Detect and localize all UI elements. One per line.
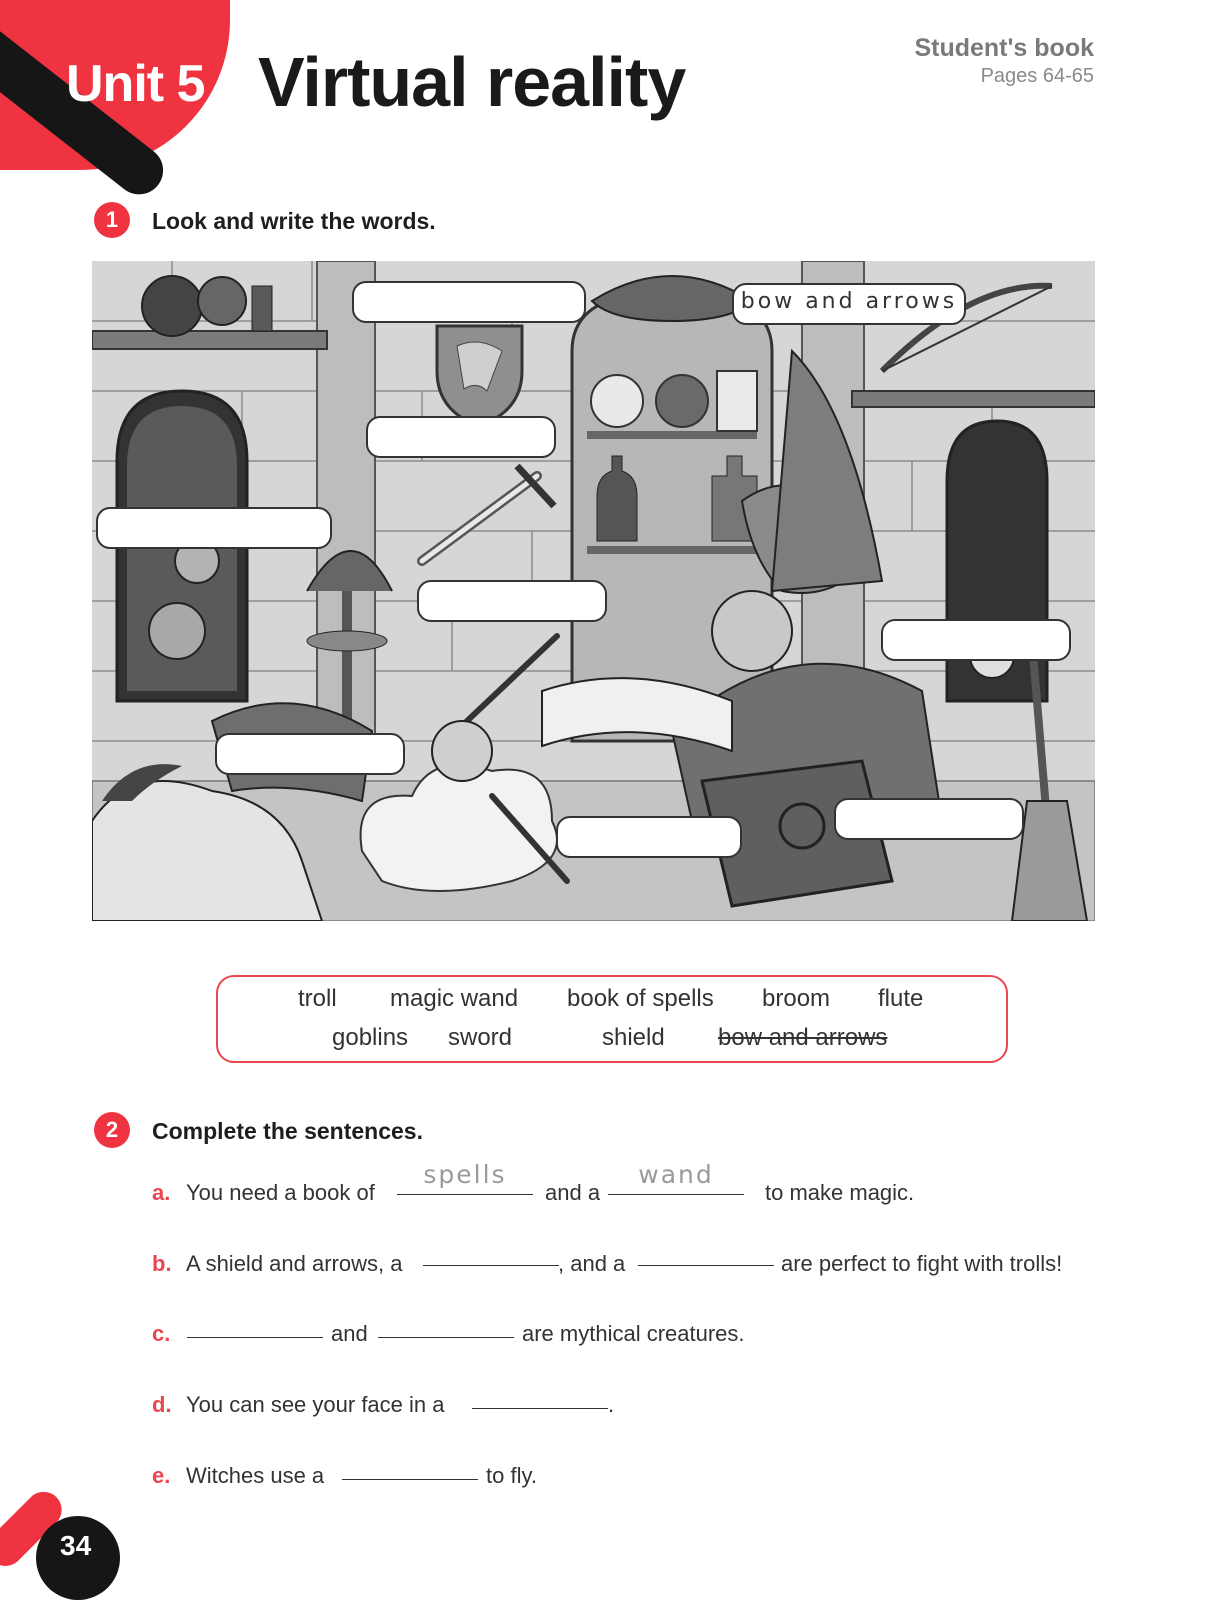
sentence-c-text: and	[331, 1321, 368, 1346]
page-number: 34	[60, 1530, 92, 1561]
page-title: Virtual reality	[258, 43, 686, 121]
label-bubble-sword[interactable]	[366, 416, 556, 458]
label-bubble-magic-wand[interactable]	[417, 580, 607, 622]
label-bubble-broom[interactable]	[881, 619, 1071, 661]
label-bubble-shield[interactable]	[352, 281, 586, 323]
book-label: Student's book	[914, 34, 1094, 62]
label-bubble-bow-and-arrows[interactable]	[732, 283, 966, 325]
word-sword: sword	[448, 1024, 513, 1051]
word-bow-and-arrows-used: bow and arrows	[718, 1024, 888, 1051]
label-bubble-troll[interactable]	[215, 733, 405, 775]
label-bubble-goblins[interactable]	[96, 507, 332, 549]
sentence-c-letter: c.	[152, 1321, 171, 1346]
example-answer: bow and arrows	[740, 289, 958, 314]
word-magic-wand: magic wand	[390, 985, 519, 1012]
sentence-b-blank-2[interactable]	[638, 1265, 774, 1266]
exercise-1-number: 1	[94, 202, 130, 238]
sentence-a-answer-2: wand	[638, 1160, 714, 1189]
exercise-1-instruction: Look and write the words.	[152, 208, 436, 234]
sentence-a-letter: a.	[152, 1180, 171, 1205]
sentence-e-text-2: to fly.	[486, 1463, 537, 1488]
sentence-b-text-3: are perfect to fight with trolls!	[781, 1251, 1063, 1276]
page-reference: Pages 64-65	[980, 65, 1094, 87]
sentence-b-text-2: , and a	[558, 1251, 626, 1276]
sentence-d-text: You can see your face in a	[186, 1392, 445, 1417]
sentence-b-letter: b.	[152, 1251, 172, 1276]
sentence-d-letter: d.	[152, 1392, 172, 1417]
sentence-c-text-2: are mythical creatures.	[522, 1321, 745, 1346]
word-troll: troll	[298, 985, 337, 1012]
sentence-e-blank[interactable]	[342, 1479, 478, 1480]
exercise-2-instruction: Complete the sentences.	[152, 1118, 423, 1144]
sentence-a-text-3: to make magic.	[765, 1180, 915, 1205]
sentence-d-period: .	[608, 1392, 615, 1417]
sentence-a-text: You need a book of	[186, 1180, 375, 1205]
exercise-2-number: 2	[94, 1112, 130, 1148]
wizard-room-illustration	[92, 261, 1095, 921]
word-broom: broom	[762, 985, 831, 1012]
word-book-of-spells: book of spells	[567, 985, 714, 1012]
sentence-b-blank-1[interactable]	[423, 1265, 559, 1266]
sentence-a-blank-1[interactable]	[397, 1194, 533, 1195]
sentence-b-text: A shield and arrows, a	[186, 1251, 403, 1276]
word-goblins: goblins	[332, 1024, 409, 1051]
label-bubble-flute[interactable]	[556, 816, 742, 858]
sentence-a-blank-2[interactable]	[608, 1194, 744, 1195]
word-shield: shield	[602, 1024, 665, 1051]
sentence-e-letter: e.	[152, 1463, 171, 1488]
sentence-c-blank-2[interactable]	[378, 1337, 514, 1338]
word-flute: flute	[878, 985, 924, 1012]
sentence-a-answer-1: spells	[423, 1160, 507, 1189]
label-bubble-book-of-spells[interactable]	[834, 798, 1024, 840]
sentence-e-text: Witches use a	[186, 1463, 325, 1488]
sentence-d-blank[interactable]	[472, 1408, 608, 1409]
sentence-a-text-2: and a	[545, 1180, 601, 1205]
unit-label: Unit 5	[66, 55, 205, 113]
sentence-c-blank-1[interactable]	[187, 1337, 323, 1338]
